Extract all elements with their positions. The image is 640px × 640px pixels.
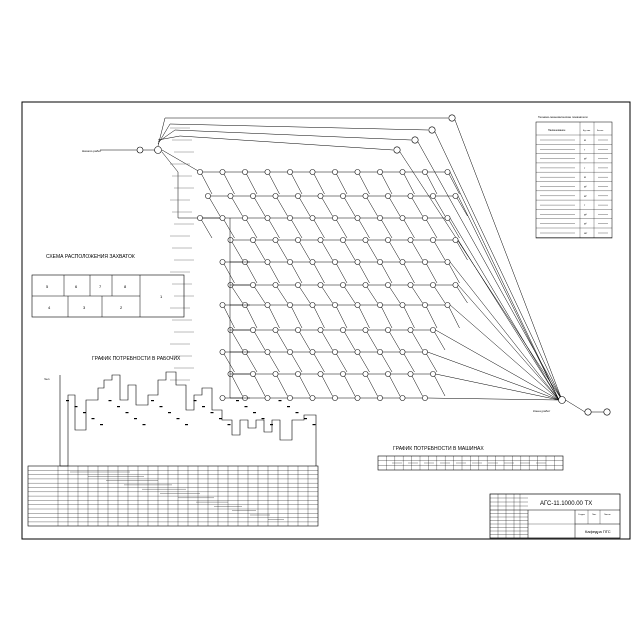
node-start: [155, 147, 162, 154]
resource-unit: м²: [584, 213, 587, 217]
zones-title: СХЕМА РАСПОЛОЖЕНИЯ ЗАХВАТОК: [46, 254, 135, 260]
zone-8: 8: [124, 284, 127, 289]
zone-4: 4: [48, 305, 51, 310]
machine-table: [378, 456, 563, 470]
title-block-sheets: Листов: [604, 514, 611, 516]
resources-col-qty: Кол-во: [597, 130, 604, 132]
title-block-code: АГС-11.1000.00 ТХ: [540, 501, 593, 507]
title-block-sheet: Лист: [592, 514, 597, 516]
sheet-frame: [22, 102, 630, 539]
title-block-org: Кафедра ПГС: [585, 529, 611, 534]
resources-col-name: Наименование: [548, 129, 566, 132]
resources-table: [536, 115, 612, 238]
resource-unit: м: [584, 139, 586, 142]
resource-unit: м: [584, 176, 586, 180]
zone-1: 1: [160, 294, 163, 299]
network-end-label: Конец работ: [533, 409, 551, 413]
zone-2: 2: [120, 305, 123, 310]
resource-unit: т: [584, 148, 586, 152]
network-start-label: Начало работ: [82, 149, 102, 153]
zones-scheme: [32, 254, 184, 317]
worker-steps: [60, 372, 316, 466]
machine-chart-title: ГРАФИК ПОТРЕБНОСТИ В МАШИНАХ: [393, 446, 484, 452]
machine-chart: [378, 446, 563, 470]
resource-unit: м³: [584, 185, 587, 189]
resource-unit: м³: [584, 222, 587, 226]
resources-title: Технико-экономические показатели: [538, 115, 588, 119]
node-end: [559, 397, 566, 404]
resource-unit: м³: [584, 194, 587, 198]
zone-5: 5: [46, 284, 49, 289]
resource-unit: шт: [584, 232, 588, 235]
worker-chart-ylabel: Чел.: [44, 377, 51, 381]
resource-unit: т: [584, 166, 586, 170]
zone-7: 7: [99, 284, 102, 289]
resources-col-unit: Ед. изм.: [583, 130, 591, 132]
title-block: [490, 494, 620, 538]
network-graph: [100, 115, 610, 415]
zone-6: 6: [75, 284, 78, 289]
work-schedule-table: [28, 466, 318, 526]
zone-3: 3: [83, 305, 86, 310]
resources-rows: [536, 122, 612, 238]
resource-unit: т: [584, 204, 586, 208]
worker-chart-title: ГРАФИК ПОТРЕБНОСТИ В РАБОЧИХ: [92, 356, 181, 362]
title-block-stage: Стадия: [578, 514, 585, 516]
resource-unit: м³: [584, 157, 587, 161]
